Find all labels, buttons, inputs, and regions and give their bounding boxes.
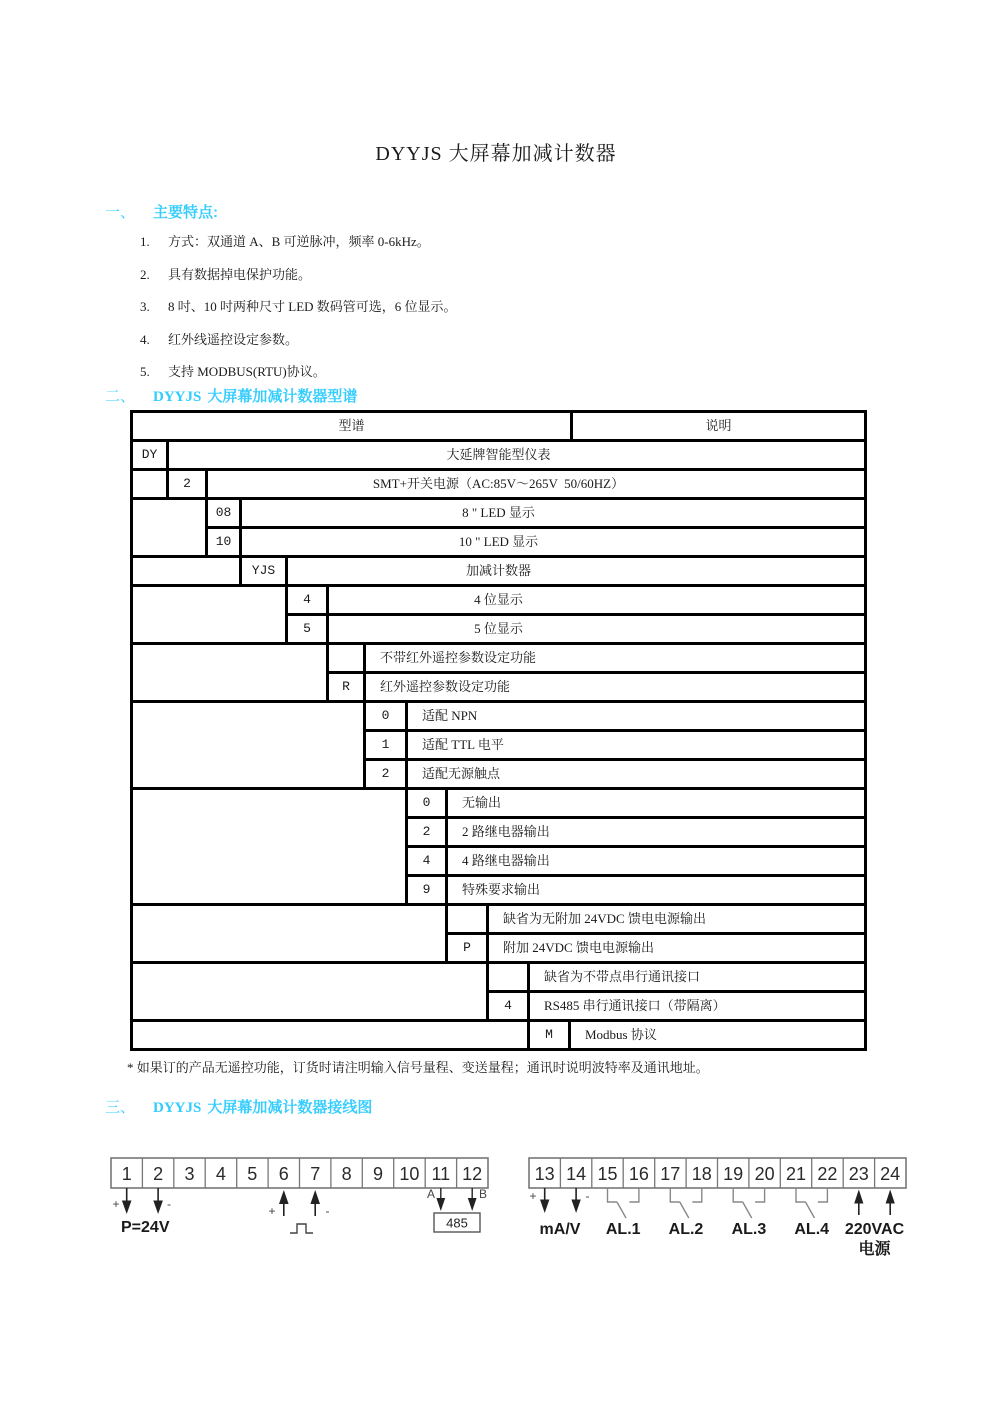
power-label: 电源 [858,1241,891,1258]
rs485-label: 485 [446,1215,468,1231]
code-cell [489,964,530,990]
desc-cell: 5 位显示 [474,621,523,636]
item-number: 1. [140,234,150,249]
terminal-number: 11 [431,1164,451,1184]
list-item [140,231,457,250]
arrow-down-icon [468,1198,477,1211]
item-text: 方式：双通道 A、B 可逆脉冲，频率 0-6kHz。 [168,234,430,249]
table-spacer [133,1022,530,1048]
code-cell: R [329,674,366,700]
list-item [140,296,457,315]
item-text: 支持 MODBUS(RTU)协议。 [168,364,326,379]
arrow-up-icon [279,1190,289,1204]
desc-cell: 2 路继电器输出 [462,824,550,839]
model-spectrum-table [130,410,867,1051]
minus-label: - [325,1204,330,1218]
section-number: 三、 [105,1099,136,1116]
item-number: 3. [140,299,150,314]
terminal-number: 10 [399,1164,420,1184]
arrow-down-icon [122,1201,132,1215]
relay-contacts [608,1188,828,1218]
desc-cell: 红外遥控参数设定功能 [380,679,511,694]
terminal-block-right [527,1156,919,1266]
table-group [133,555,864,584]
terminal-number: 13 [534,1164,555,1184]
code-cell: 0 [366,703,408,729]
code-cell: 1 [366,732,408,758]
table-row [366,729,864,758]
table-group [133,497,864,555]
table-spacer [133,906,448,961]
desc-cell: 4 路继电器输出 [462,853,550,868]
relay-contact-icon [608,1188,639,1218]
channel-a-label: A [426,1187,436,1201]
terminal-number: 14 [566,1164,587,1184]
table-group [133,439,864,468]
code-cell: YJS [242,558,288,584]
table-group [133,642,864,700]
table-row [489,990,864,1019]
brand-name: DYYJS [153,389,202,405]
header-model: 型谱 [133,413,573,439]
desc-cell: 4 位显示 [474,592,523,607]
code-cell: P [448,935,489,961]
desc-cell: 不带红外遥控参数设定功能 [380,650,537,665]
section-heading-features [105,201,218,222]
desc-cell: 适配无源触点 [422,766,501,781]
rs485-arrows [436,1188,476,1211]
terminal-number: 4 [215,1164,226,1184]
terminal-number: 15 [597,1164,618,1184]
item-text: 8 吋、10 吋两种尺寸 LED 数码管可选，6 位显示。 [168,299,457,314]
alarm-label: AL.1 [605,1221,641,1238]
plus-label: + [529,1189,537,1203]
arrow-down-icon [436,1198,445,1211]
list-item [140,264,457,283]
section-number: 一、 [105,204,136,221]
item-text: 红外线遥控设定参数。 [168,331,299,347]
page-title: DYYJS 大屏幕加减计数器 [375,143,617,165]
table-row [530,1022,864,1048]
table-spacer [133,964,489,1019]
footnote: * 如果订的产品无遥控功能，订货时请注明输入信号量程、变送量程；通讯时说明波特率及通讯地址。 [127,1060,709,1075]
code-cell: DY [133,442,169,468]
table-row [329,671,864,700]
terminal-number: 1 [121,1164,132,1184]
table-group [133,584,864,642]
code-cell [448,906,489,932]
terminal-number: 5 [247,1164,258,1184]
list-item [140,361,457,380]
terminal-block-left [109,1156,494,1256]
table-row [288,587,864,613]
code-cell: 4 [408,848,448,874]
table-group [133,787,864,903]
supply-arrows [122,1188,163,1214]
desc-cell: RS485 串行通讯接口（带隔离） [544,998,726,1013]
plus-label: + [268,1204,276,1218]
alarm-label: AL.3 [731,1221,767,1238]
arrow-down-icon [153,1201,163,1215]
item-number: 5. [140,364,150,379]
code-cell: M [530,1022,571,1048]
desc-cell: Modbus 协议 [585,1027,657,1042]
signal-input-arrows [540,1188,581,1213]
feature-list [140,231,457,394]
table-spacer [133,790,408,903]
terminal-number: 7 [310,1164,321,1184]
table-row [242,558,864,584]
table-group [133,903,864,961]
section-title: 大屏幕加减计数器接线图 [207,1099,373,1116]
item-number: 4. [140,331,150,347]
terminal-number: 17 [660,1164,681,1184]
plus-label: + [112,1197,120,1211]
table-group [133,1019,864,1048]
desc-cell: 无输出 [462,795,502,810]
arrow-up-icon [310,1190,320,1204]
desc-cell: 适配 NPN [422,708,478,723]
terminal-number: 3 [184,1164,195,1184]
terminal-number: 16 [628,1164,649,1184]
section-heading-spectrum [105,385,357,406]
alarm-label: AL.2 [668,1221,704,1238]
arrow-down-icon [540,1200,549,1214]
terminal-number: 12 [462,1164,483,1184]
terminal-number: 19 [723,1164,744,1184]
desc-cell: 适配 TTL 电平 [422,737,504,752]
table-row [408,790,864,816]
terminal-number: 8 [341,1164,352,1184]
vac-label: 220VAC [844,1221,905,1238]
section-number: 二、 [105,388,136,405]
table-row [133,442,864,468]
table-spacer [133,587,288,642]
supply-voltage-label: P=24V [121,1219,170,1236]
terminal-number: 9 [372,1164,384,1184]
header-desc: 说明 [705,418,732,433]
desc-cell: 特殊要求输出 [462,882,541,897]
code-cell: 9 [408,877,448,903]
arrow-down-icon [571,1200,580,1214]
code-cell [329,645,366,671]
code-cell: 2 [169,471,208,497]
terminal-number: 18 [691,1164,712,1184]
table-row [448,932,864,961]
table-group [133,700,864,787]
table-row [408,874,864,903]
table-row [169,471,864,497]
list-item [140,329,457,348]
arrow-up-icon [854,1190,863,1204]
desc-cell: 10 " LED 显示 [458,534,539,549]
channel-b-label: B [478,1187,488,1201]
alarm-label: AL.4 [794,1221,830,1238]
desc-cell: 加减计数器 [465,563,531,578]
code-cell: 4 [489,993,530,1019]
table-spacer [133,500,208,555]
table-row [208,500,864,526]
relay-contact-icon [670,1188,702,1218]
terminal-number: 24 [880,1164,901,1184]
table-row [489,964,864,990]
pulse-input-arrows [279,1190,320,1216]
relay-contact-icon [733,1188,764,1218]
desc-cell: 8 " LED 显示 [462,505,535,520]
item-text: 具有数据掉电保护功能。 [168,266,312,282]
power-arrows [854,1190,895,1216]
terminal-number: 22 [817,1164,838,1184]
terminal-number: 6 [278,1164,289,1184]
arrow-up-icon [886,1190,895,1204]
table-spacer [133,645,329,700]
table-header-row [133,413,864,439]
code-cell: 2 [366,761,408,787]
terminal-number: 20 [754,1164,775,1184]
table-row [448,906,864,932]
table-row [288,613,864,642]
table-row [408,816,864,845]
code-cell: 0 [408,790,448,816]
minus-label: - [585,1189,590,1203]
code-cell: 2 [408,819,448,845]
desc-cell: 缺省为无附加 24VDC 馈电电源输出 [503,911,706,926]
minus-label: - [167,1197,171,1211]
table-row [366,703,864,729]
section-title: 主要特点: [153,204,219,221]
desc-cell: SMT+开关电源（AC:85V～265V 50/60HZ） [372,476,625,491]
desc-cell: 缺省为不带点串行通讯接口 [544,969,701,984]
terminal-number: 2 [153,1164,164,1184]
table-spacer [133,471,169,497]
desc-cell: 附加 24VDC 馈电电源输出 [503,940,654,955]
table-group [133,961,864,1019]
table-row [408,845,864,874]
code-cell: 08 [208,500,242,526]
code-cell: 10 [208,529,242,555]
table-group [133,468,864,497]
brand-name: DYYJS [153,1100,202,1116]
relay-contact-icon [796,1188,827,1218]
section-heading-wiring [105,1096,372,1117]
table-row [366,758,864,787]
table-row [329,645,864,671]
desc-cell: 大延牌智能型仪表 [446,447,551,462]
code-cell: 5 [288,616,329,642]
terminal-number: 23 [848,1164,869,1184]
table-row [208,526,864,555]
table-spacer [133,703,366,787]
code-cell: 4 [288,587,329,613]
section-title: 大屏幕加减计数器型谱 [207,388,358,405]
pulse-icon [290,1224,313,1233]
table-spacer [133,558,242,584]
signal-input-label: mA/V [539,1221,581,1238]
item-number: 2. [140,266,150,282]
terminal-number: 21 [785,1164,807,1184]
